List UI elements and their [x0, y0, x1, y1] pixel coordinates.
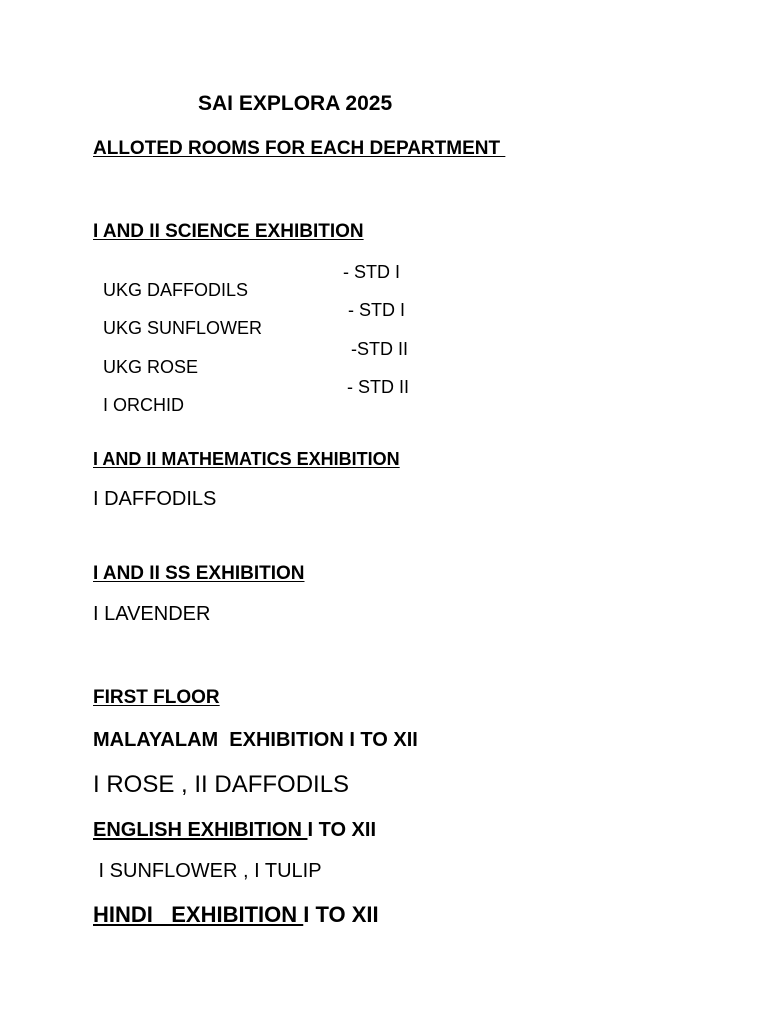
mathematics-room: I DAFFODILS — [93, 488, 217, 510]
ss-heading: I AND II SS EXHIBITION — [93, 563, 305, 584]
science-room: I ORCHID — [103, 395, 185, 415]
science-std: - STD I — [343, 262, 400, 282]
document-title: SAI EXPLORA 2025 — [198, 92, 393, 115]
science-std: -STD II — [351, 339, 408, 359]
malayalam-rooms: I ROSE , II DAFFODILS — [93, 771, 350, 798]
hindi-heading-rest: I TO XII — [303, 902, 379, 927]
english-rooms: I SUNFLOWER , I TULIP — [93, 860, 322, 882]
science-std: - STD I — [348, 300, 405, 320]
english-heading-underlined: ENGLISH EXHIBITION — [93, 819, 308, 841]
malayalam-heading: MALAYALAM EXHIBITION I TO XII — [93, 729, 418, 751]
english-heading-rest: I TO XII — [307, 819, 377, 841]
english-heading — [93, 820, 376, 840]
science-room: UKG SUNFLOWER — [103, 318, 263, 338]
mathematics-heading: I AND II MATHEMATICS EXHIBITION — [93, 449, 400, 469]
science-room: UKG DAFFODILS — [103, 280, 249, 300]
hindi-heading — [93, 904, 379, 926]
science-std: - STD II — [347, 377, 409, 397]
first-floor-heading: FIRST FLOOR — [93, 687, 220, 708]
science-row — [93, 377, 409, 432]
document-subtitle: ALLOTED ROOMS FOR EACH DEPARTMENT — [93, 138, 506, 159]
ss-room: I LAVENDER — [93, 603, 211, 625]
science-heading: I AND II SCIENCE EXHIBITION — [93, 221, 364, 242]
hindi-heading-underlined: HINDI EXHIBITION — [93, 902, 304, 927]
science-room: UKG ROSE — [103, 357, 199, 377]
